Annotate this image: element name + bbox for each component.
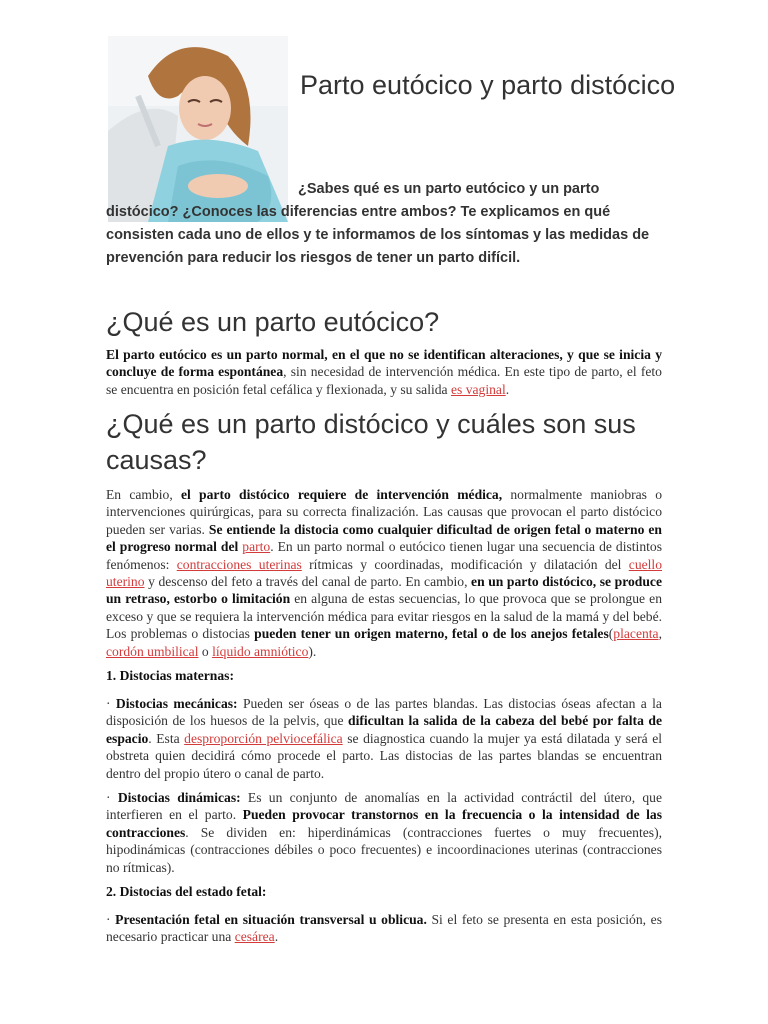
- link-cuello-uterino[interactable]: cuello uterino: [106, 556, 662, 590]
- link-placenta[interactable]: placenta: [613, 626, 659, 642]
- section-heading-distocico: ¿Qué es un parto distócico y cuáles son sus causas?: [106, 409, 636, 475]
- text: .: [274, 929, 279, 945]
- link-contracciones-uterinas[interactable]: contracciones uterinas: [176, 556, 302, 572]
- text-bold: 1. Distocias maternas:: [106, 668, 234, 683]
- text: En cambio,: [106, 487, 181, 502]
- link-desproporcion-pelviocefalica[interactable]: desproporción pelviocefálica: [184, 730, 343, 746]
- text-bold: 2. Distocias del estado fetal:: [106, 884, 267, 899]
- text-bold: pueden tener un origen materno, fetal o de los anejos fetales: [254, 626, 609, 642]
- paragraph-distocico: [106, 486, 662, 660]
- text: o: [198, 643, 213, 659]
- text: (: [608, 626, 614, 642]
- text-bold: Presentación fetal en situación transversal u oblicua.: [115, 912, 427, 927]
- link-es-vaginal[interactable]: es vaginal: [450, 381, 506, 397]
- paragraph-distocias-dinamicas: [106, 789, 662, 876]
- text-bold: Distocias dinámicas:: [117, 790, 241, 805]
- text: ).: [308, 643, 317, 659]
- paragraph-presentacion-fetal: [106, 911, 662, 946]
- text: Si el feto se presenta en esta posición, es necesario practicar una: [106, 912, 662, 945]
- link-parto[interactable]: parto: [242, 539, 271, 555]
- text: . En un parto normal o eutócico tienen lugar una secuencia de distintos fenómenos:: [106, 539, 662, 572]
- list-heading-distocias-fetales: [106, 883, 662, 900]
- text-bold: Pueden provocar transtornos en la frecuencia o la intensidad de las contracciones: [106, 807, 662, 840]
- article-intro: [106, 178, 666, 270]
- text: ,: [658, 626, 662, 642]
- bullet: ·: [106, 790, 118, 805]
- text: . Esta: [148, 730, 185, 746]
- text-bold: Se entiende la distocia como cualquier dificultad de origen fetal o materno en el progreso normal del: [106, 521, 662, 555]
- text-bold: el parto distócico requiere de intervención médica,: [181, 487, 503, 502]
- text: . Se dividen en: hiperdinámicas (contracciones fuertes o muy frecuentes), hipodinámicas (contracciones débiles o poco frecuentes) e incoordinaciones uterinas (contracciones no rítmicas).: [106, 824, 662, 875]
- text: y descenso del feto a través del canal de parto. En cambio,: [144, 574, 472, 590]
- text: en alguna de estas secuencias, lo que provoca que se prolongue en exceso y que se requiera la intervención médica para evitar riesgos en la salud de la mamá y del bebé. Los problemas o distocias: [106, 591, 662, 642]
- text-bold: El parto eutócico es un parto normal, en el que no se identifican alteraciones, y que se inicia y concluye de forma espontánea: [106, 347, 662, 380]
- text: normalmente maniobras o intervenciones quirúrgicas, para su correcta finalización. Las causas que provocan el parto distócico pueden ser varias.: [106, 487, 662, 537]
- article-title: Parto eutócico y parto distócico: [300, 70, 676, 100]
- text-bold: dificultan la salida de la cabeza del bebé por falta de espacio: [106, 713, 663, 746]
- text-bold: en un parto distócico, se produce un retraso, estorbo o limitación: [106, 574, 662, 607]
- section-heading-eutocico: ¿Qué es un parto eutócico?: [106, 307, 440, 337]
- text: , sin necesidad de intervención médica. En este tipo de parto, el feto se encuentra en posición fetal cefálica y flexionada, y su salida: [106, 364, 662, 397]
- text: Pueden ser óseas o de las partes blandas. Las distocias óseas afectan a la disposición de los huesos de la pelvis, que: [106, 696, 662, 729]
- text: Es un conjunto de anomalías en la actividad contráctil del útero, que interfieren en el parto.: [106, 790, 662, 823]
- text: rítmicas y coordinadas, modificación y dilatación del: [301, 556, 629, 572]
- text: .: [505, 381, 510, 397]
- link-liquido-amniotico[interactable]: líquido amniótico: [212, 643, 309, 659]
- link-cesarea[interactable]: cesárea: [234, 929, 275, 945]
- text: se diagnostica cuando la mujer ya está dilatada y será el obstreta quien decidirá cómo procede el parto. Las distocias de las partes blandas se encuentran dentro del propio útero o canal de parto.: [106, 730, 663, 781]
- bullet: ·: [106, 912, 116, 927]
- list-heading-distocias-maternas: [106, 667, 662, 684]
- link-cordon-umbilical[interactable]: cordón umbilical: [106, 643, 199, 659]
- paragraph-distocias-mecanicas: [106, 695, 662, 782]
- bullet: ·: [106, 696, 116, 711]
- paragraph-eutocico: [106, 346, 662, 398]
- intro-text: ¿Sabes qué es un parto eutócico y un parto distócico? ¿Conoces las diferencias entre ambos? Te explicamos en qué consisten cada uno de ellos y te informamos de los síntomas y las medidas de prevención para reducir los riesgos de tener un parto difícil.: [106, 181, 650, 266]
- text-bold: Distocias mecánicas:: [115, 696, 238, 711]
